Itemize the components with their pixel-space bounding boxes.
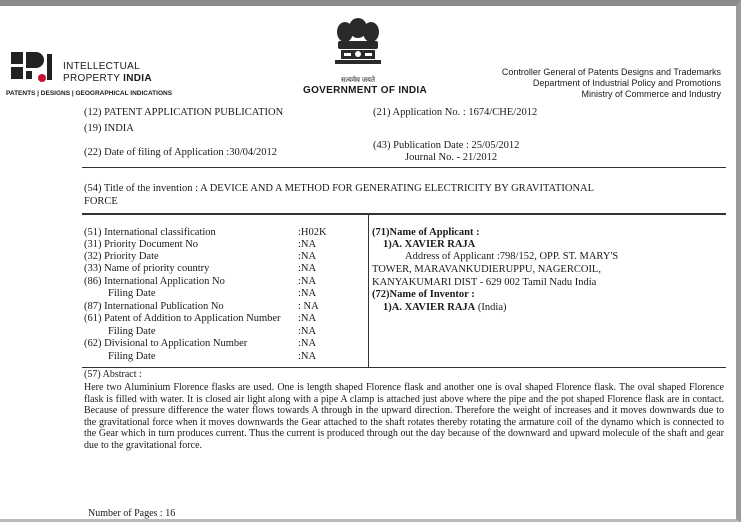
field-value: :NA bbox=[298, 239, 317, 250]
divider-title bbox=[82, 213, 726, 215]
divider-abstract bbox=[82, 367, 726, 368]
field-label: (33) Name of priority country bbox=[84, 263, 210, 274]
inventor-heading: (72)Name of Inventor : bbox=[372, 289, 475, 300]
abstract-heading: (57) Abstract : bbox=[84, 369, 142, 380]
publication-date: (43) Publication Date : 25/05/2012 bbox=[373, 140, 520, 151]
applicant-address-line: KANYAKUMARI DIST - 629 002 Tamil Nadu India bbox=[372, 277, 597, 288]
invention-title-line1: (54) Title of the invention : A DEVICE AND A METHOD FOR GENERATING ELECTRICITY BY GRAVITATIONAL bbox=[84, 183, 595, 194]
field-value: :NA bbox=[298, 313, 317, 324]
field-label: (62) Divisional to Application Number bbox=[84, 338, 248, 349]
national-emblem-icon bbox=[329, 14, 387, 74]
field-label: (31) Priority Document No bbox=[84, 239, 199, 250]
inventor-entry: 1)A. XAVIER RAJA (India) bbox=[383, 302, 507, 313]
controller-block bbox=[502, 67, 721, 100]
publication-type: (12) PATENT APPLICATION PUBLICATION bbox=[84, 107, 284, 118]
field-value: :NA bbox=[298, 251, 317, 262]
field-label: (86) International Application No bbox=[84, 276, 225, 287]
field-value: :NA bbox=[298, 276, 317, 287]
ministry-line: Ministry of Commerce and Industry bbox=[581, 89, 721, 99]
applicant-address-line: Address of Applicant :798/152, OPP. ST. MARY'S bbox=[405, 251, 619, 262]
ipi-line2: PROPERTY INDIA bbox=[63, 73, 152, 84]
applicant-heading: (71)Name of Applicant : bbox=[372, 227, 480, 238]
field-label: (87) International Publication No bbox=[84, 301, 224, 312]
controller-line: Controller General of Patents Designs and Trademarks bbox=[501, 67, 721, 77]
ipi-line1: INTELLECTUAL bbox=[63, 61, 140, 72]
field-value: :NA bbox=[298, 351, 317, 362]
filing-date: (22) Date of filing of Application :30/04/2012 bbox=[84, 147, 278, 158]
field-label: Filing Date bbox=[108, 288, 156, 299]
field-label: (51) International classification bbox=[84, 227, 216, 238]
field-value: :NA bbox=[298, 338, 317, 349]
invention-title-line2: FORCE bbox=[84, 196, 118, 207]
applicant-address-line: TOWER, MARAVANKUDIERUPPU, NAGERCOIL, bbox=[372, 264, 601, 275]
field-value: :NA bbox=[298, 326, 317, 337]
abstract-text: Here two Aluminium Florence flasks are used. One is length shaped Florence flask and another one is oval shaped Florence flask. The oval shaped Florence flask is filled with water. It is closed air light along with a pipe A clamp is attached just above where the pipe and the pot shaped Florence flask are in contact. Because of pressure difference the water flows towards A through in the upward direction. Therefore the weight of increases and it moves downwards due to the gravitational force when it moves downwards the Gear attached to the shaft rotates thereby rotating the armature coil of the dynamo which is connected to the Gear which in turn produces current. Thus the current is produced through out the day because of the downward and upward molecule of the shaft and gear due to the gravitational force. bbox=[84, 382, 724, 451]
department-line: Department of Industrial Policy and Promotions bbox=[532, 78, 721, 88]
field-value: :NA bbox=[298, 288, 317, 299]
journal-number: Journal No. - 21/2012 bbox=[405, 152, 498, 163]
field-value: :NA bbox=[298, 263, 317, 274]
government-title: GOVERNMENT OF INDIA bbox=[303, 85, 428, 96]
applicant-name: 1)A. XAVIER RAJA bbox=[383, 239, 476, 250]
field-label: Filing Date bbox=[108, 351, 156, 362]
ipi-tagline: PATENTS | DESIGNS | GEOGRAPHICAL INDICATIONS bbox=[6, 90, 173, 97]
ipi-logo-icon bbox=[9, 48, 61, 88]
field-value: :H02K bbox=[298, 227, 327, 238]
field-label: (61) Patent of Addition to Application Number bbox=[84, 313, 281, 324]
emblem-motto: सत्यमेव जयते bbox=[341, 76, 375, 84]
page-count: Number of Pages : 16 bbox=[88, 508, 176, 519]
column-divider bbox=[368, 215, 369, 368]
field-value: : NA bbox=[298, 301, 319, 312]
application-number: (21) Application No. : 1674/CHE/2012 bbox=[373, 107, 538, 118]
field-label: Filing Date bbox=[108, 326, 156, 337]
divider-top bbox=[82, 167, 726, 168]
country: (19) INDIA bbox=[84, 123, 134, 134]
field-label: (32) Priority Date bbox=[84, 251, 159, 262]
